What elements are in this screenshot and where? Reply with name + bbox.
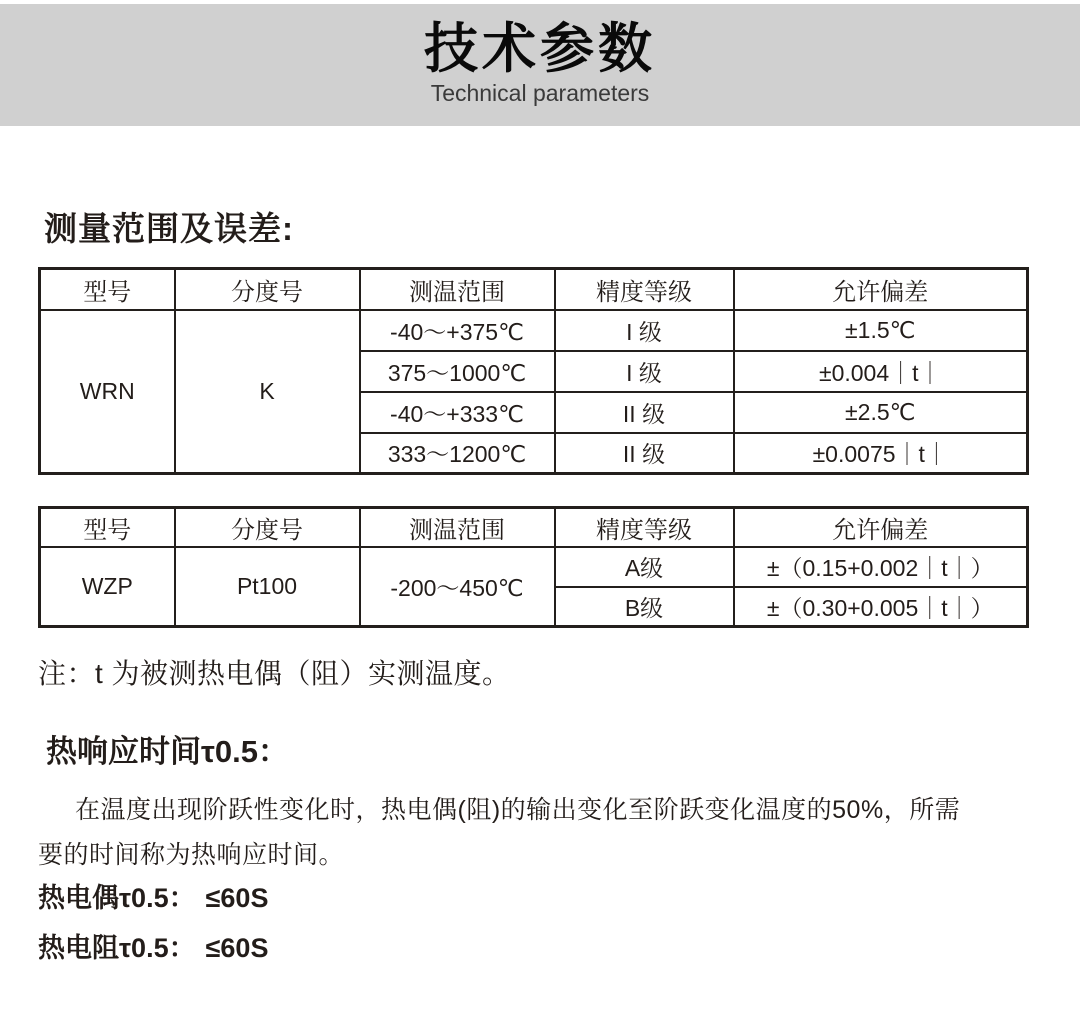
- graduation-cell: [175, 310, 360, 474]
- header-cell-deviation: 允许偏差: [734, 508, 1028, 547]
- grade-cell: II 级: [555, 392, 734, 433]
- model-cell: [40, 310, 175, 474]
- thermocouple-tau-value: ≤60S: [205, 883, 269, 913]
- note-text: 注：t 为被测热电偶（阻）实测温度。: [38, 658, 511, 689]
- graduation-value: Pt100: [236, 572, 298, 599]
- response-paragraph: 在温度出现阶跃性变化时，热电偶(阻)的输出变化至阶跃变化温度的50%，所需要的时间称为热响应时间。: [38, 796, 961, 869]
- header-band: [0, 4, 1080, 126]
- range-cell: -40～+333℃: [360, 392, 555, 433]
- model-value: WZP: [81, 572, 133, 599]
- table-row: [40, 547, 1028, 587]
- measure-section-heading: 测量范围及误差:: [44, 210, 294, 247]
- table-row: [40, 310, 1028, 351]
- header-cell-range: 测温范围: [360, 508, 555, 547]
- spec-table-wzp: [38, 506, 1029, 628]
- thermal-resistor-tau-value: ≤60S: [205, 933, 269, 963]
- thermocouple-tau-label: 热电偶τ0.5：: [38, 883, 196, 913]
- grade-cell: I 级: [555, 310, 734, 351]
- header-cell-deviation: 允许偏差: [734, 269, 1028, 310]
- header-cell-model: 型号: [40, 269, 175, 310]
- page-title: 技术参数: [424, 19, 656, 79]
- table-header-row: [40, 269, 1028, 310]
- model-cell: [40, 547, 175, 627]
- grade-cell: I 级: [555, 351, 734, 392]
- model-value: WRN: [79, 377, 135, 404]
- deviation-cell: ±0.0075｜t｜: [734, 433, 1028, 474]
- range-cell: [360, 547, 555, 627]
- deviation-cell: ±0.004｜t｜: [734, 351, 1028, 392]
- range-cell: -40～+375℃: [360, 310, 555, 351]
- grade-cell: II 级: [555, 433, 734, 474]
- thermocouple-tau-line: [38, 876, 268, 915]
- range-cell: 333～1200℃: [360, 433, 555, 474]
- deviation-cell: ±2.5℃: [734, 392, 1028, 433]
- graduation-value: K: [259, 377, 275, 404]
- deviation-cell: ±1.5℃: [734, 310, 1028, 351]
- deviation-cell: ±（0.15+0.002｜t｜）: [734, 547, 1028, 587]
- thermal-resistor-tau-line: [38, 926, 268, 965]
- response-section-heading: 热响应时间τ0.5：: [46, 734, 289, 769]
- header-cell-range: 测温范围: [360, 269, 555, 310]
- header-cell-grade: 精度等级: [555, 508, 734, 547]
- deviation-cell: ±（0.30+0.005｜t｜）: [734, 587, 1028, 627]
- range-cell: 375～1000℃: [360, 351, 555, 392]
- page-subtitle: Technical parameters: [430, 80, 650, 106]
- table-header-row: [40, 508, 1028, 547]
- header-cell-model: 型号: [40, 508, 175, 547]
- spec-table-wrn: [38, 267, 1029, 475]
- graduation-cell: [175, 547, 360, 627]
- header-cell-graduation: 分度号: [175, 269, 360, 310]
- grade-cell: A级: [555, 547, 734, 587]
- grade-cell: B级: [555, 587, 734, 627]
- header-cell-grade: 精度等级: [555, 269, 734, 310]
- thermal-resistor-tau-label: 热电阻τ0.5：: [38, 933, 196, 963]
- header-cell-graduation: 分度号: [175, 508, 360, 547]
- range-value: -200～450℃: [390, 574, 524, 601]
